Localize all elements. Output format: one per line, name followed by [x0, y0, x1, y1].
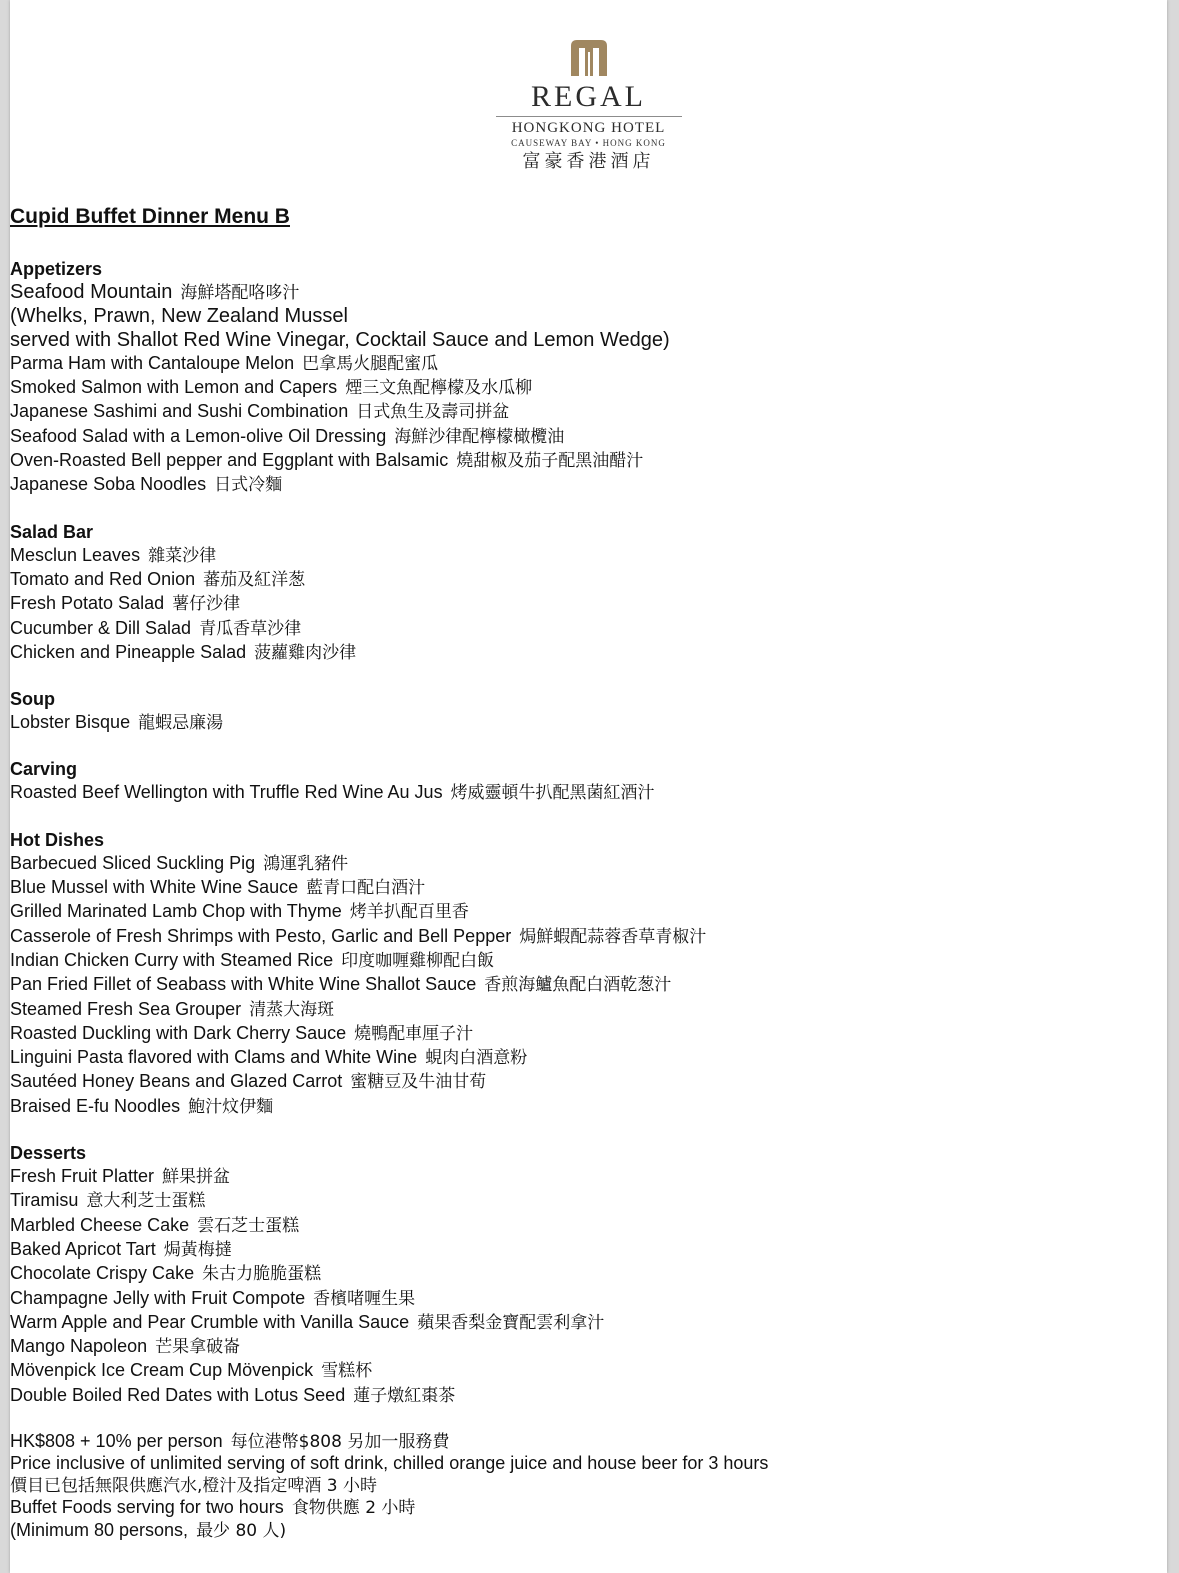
menu-item: Seafood Salad with a Lemon-olive Oil Dressing 海鮮沙律配檸檬橄欖油 — [10, 425, 565, 447]
section-salad-bar — [10, 521, 1167, 665]
menu-item: Fresh Potato Salad 薯仔沙律 — [10, 593, 241, 615]
menu-item: (Whelks, Prawn, New Zealand Mussel — [10, 305, 348, 328]
section-heading: Appetizers — [10, 259, 103, 279]
minimum-line: (Minimum 80 persons, 最少 80 人) — [10, 1519, 287, 1541]
menu-item: Roasted Beef Wellington with Truffle Red Wine Au Jus 烤威靈頓牛扒配黑菌紅酒汁 — [10, 782, 655, 804]
menu-item: Steamed Fresh Sea Grouper 清蒸大海斑 — [10, 998, 335, 1020]
menu-item: Lobster Bisque 龍蝦忌廉湯 — [10, 712, 224, 734]
hotel-name: HONGKONG HOTEL — [511, 120, 666, 136]
inclusive-line-en: Price inclusive of unlimited serving of soft drink, chilled orange juice and house beer for 3 hours — [10, 1453, 769, 1474]
menu-item: Chicken and Pineapple Salad 菠蘿雞肉沙律 — [10, 641, 357, 663]
regal-monogram-icon — [569, 38, 609, 76]
menu-item: Baked Apricot Tart 焗黃梅撻 — [10, 1238, 232, 1260]
menu-item: Blue Mussel with White Wine Sauce 藍青口配白酒汁 — [10, 877, 426, 899]
section-heading: Carving — [10, 759, 78, 780]
logo-divider — [496, 116, 682, 117]
menu-item: Barbecued Sliced Suckling Pig 鴻運乳豬件 — [10, 852, 349, 874]
section-hot-dishes — [10, 829, 1167, 1119]
menu-item: Fresh Fruit Platter 鮮果拼盆 — [10, 1166, 231, 1188]
menu-item: Grilled Marinated Lamb Chop with Thyme 烤羊扒配百里香 — [10, 901, 469, 923]
menu-item: Warm Apple and Pear Crumble with Vanilla Sauce 蘋果香梨金寶配雲利拿汁 — [10, 1311, 605, 1333]
menu-item: Chocolate Crispy Cake 朱古力脆脆蛋糕 — [10, 1263, 322, 1285]
menu-item: Double Boiled Red Dates with Lotus Seed 蓮子燉紅棗茶 — [10, 1384, 456, 1406]
menu-item: Sautéed Honey Beans and Glazed Carrot 蜜糖豆及牛油甘荀 — [10, 1071, 487, 1093]
menu-item: Japanese Soba Noodles 日式冷麵 — [10, 474, 283, 496]
section-heading: Desserts — [10, 1143, 87, 1164]
hotel-logo — [10, 38, 1167, 173]
menu-item: Roasted Duckling with Dark Cherry Sauce 燒鴨配車厘子汁 — [10, 1022, 474, 1044]
menu-item: Mövenpick Ice Cream Cup Mövenpick 雪糕杯 — [10, 1360, 373, 1382]
menu-page — [10, 0, 1167, 1573]
menu-item: Cucumber & Dill Salad 青瓜香草沙律 — [10, 617, 302, 639]
menu-title: Cupid Buffet Dinner Menu B — [10, 205, 290, 228]
menu-item: Braised E-fu Noodles 鮑汁炆伊麵 — [10, 1095, 274, 1117]
menu-item: Champagne Jelly with Fruit Compote 香檳啫喱生果 — [10, 1287, 416, 1309]
menu-item: Mango Napoleon 芒果拿破崙 — [10, 1336, 241, 1358]
menu-body — [10, 258, 1167, 1542]
section-desserts — [10, 1142, 1167, 1408]
menu-item: Tiramisu 意大利芝士蛋糕 — [10, 1190, 206, 1212]
section-soup — [10, 688, 1167, 735]
menu-item: Indian Chicken Curry with Steamed Rice 印度咖喱雞柳配白飯 — [10, 949, 495, 971]
section-heading: Hot Dishes — [10, 829, 105, 850]
menu-item: Japanese Sashimi and Sushi Combination 日式魚生及壽司拼盆 — [10, 401, 510, 423]
menu-item: Marbled Cheese Cake 雲石芝士蛋糕 — [10, 1214, 300, 1236]
menu-item: Casserole of Fresh Shrimps with Pesto, Garlic and Bell Pepper 焗鮮蝦配蒜蓉香草青椒汁 — [10, 925, 707, 947]
section-heading: Salad Bar — [10, 521, 94, 542]
menu-item: Smoked Salmon with Lemon and Capers 煙三文魚配檸檬及水瓜柳 — [10, 377, 533, 399]
menu-item: Pan Fried Fillet of Seabass with White Wine Shallot Sauce 香煎海鱸魚配白酒乾葱汁 — [10, 974, 672, 996]
hotel-location: CAUSEWAY BAY • HONG KONG — [511, 138, 666, 148]
section-carving — [10, 758, 1167, 805]
brand-name: REGAL — [531, 80, 646, 113]
menu-item: Parma Ham with Cantaloupe Melon 巴拿馬火腿配蜜瓜 — [10, 352, 439, 374]
hotel-chinese-name: 富豪香港酒店 — [522, 151, 655, 172]
menu-item: served with Shallot Red Wine Vinegar, Cocktail Sauce and Lemon Wedge) — [10, 328, 670, 351]
pricing-footer — [10, 1431, 1167, 1543]
price-line: HK$808 + 10% per person 每位港幣$808 另加一服務費 — [10, 1430, 450, 1452]
serving-line: Buffet Foods serving for two hours 食物供應 2 小時 — [10, 1497, 416, 1519]
menu-item: Seafood Mountain 海鮮塔配咯哆汁 — [10, 281, 300, 303]
menu-item: Linguini Pasta flavored with Clams and White Wine 蜆肉白酒意粉 — [10, 1047, 528, 1069]
section-appetizers — [10, 258, 1167, 498]
section-heading: Soup — [10, 689, 55, 710]
inclusive-line-zh: 價目已包括無限供應汽水,橙汁及指定啤酒 3 小時 — [10, 1475, 378, 1496]
menu-item: Mesclun Leaves 雜菜沙律 — [10, 544, 217, 566]
menu-item: Tomato and Red Onion 蕃茄及紅洋葱 — [10, 568, 306, 590]
menu-item: Oven-Roasted Bell pepper and Eggplant with Balsamic 燒甜椒及茄子配黑油醋汁 — [10, 450, 644, 472]
